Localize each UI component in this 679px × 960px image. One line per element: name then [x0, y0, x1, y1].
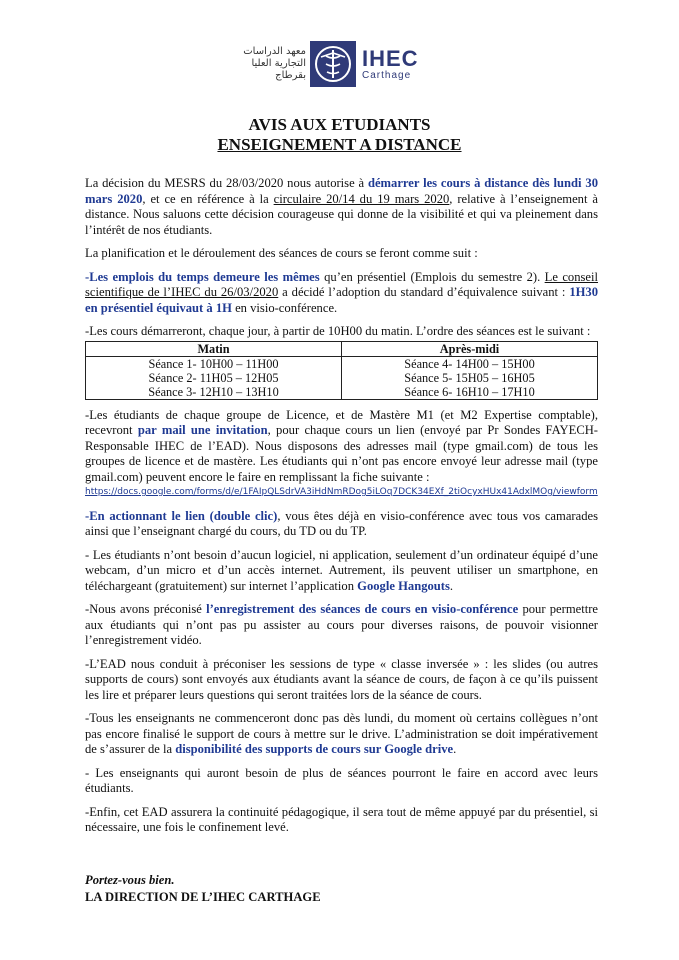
highlight-text: par mail une invitation — [137, 423, 268, 437]
text: -Tous les enseignants ne commenceront donc pas dès lundi, du moment où certains collègues n’ont pas encore finalisé le support de cours à mettre sur le drive. L’administration se doit impérativement de s’assurer de la — [85, 711, 598, 756]
highlight-text: -Les emplois du temps demeure les mêmes — [85, 269, 320, 284]
text: -Nous avons préconisé — [85, 602, 207, 616]
logo-wordmark — [362, 45, 419, 81]
logo-arabic-line: التجارية العليا — [251, 58, 306, 69]
underlined-text: Le conseil scientifique de l’IHEC du 26/03/2020 — [85, 269, 599, 299]
google-form-link[interactable]: https://docs.google.com/forms/d/e/1FAIpQLSdrVA3iHdNmRDog5iLOq7DCK34EXf_2tiOcyxHUx41AdxlMOg/viewform — [85, 487, 598, 497]
highlight-text: disponibilité des supports de cours sur Google drive — [175, 742, 454, 756]
session-slot: Séance 4- 14H00 – 15H00 — [404, 356, 535, 371]
morning-sessions — [86, 356, 342, 399]
title-line-1: AVIS AUX ETUDIANTS — [248, 115, 431, 134]
session-slot: Séance 2- 11H05 – 12H05 — [148, 370, 279, 385]
text: , relative à l’enseignement à distance. Nous saluons cette décision courageuse qui donne de la visibilité et qui va pleinement dans l’intérêt de nos étudiants. — [85, 191, 598, 237]
schedule-table — [85, 341, 598, 400]
logo-arabic-line: بقرطاج — [275, 70, 306, 81]
paragraph-extra-sessions: - Les enseignants qui auront besoin de plus de séances pourront le faire en accord avec leurs étudiants. — [85, 765, 598, 795]
highlight-text: Google Hangouts — [357, 578, 450, 593]
highlight-text: démarrer les cours à distance dès lundi 30 mars 2020 — [85, 176, 598, 206]
highlight-text: l’enregistrement des séances de cours en visio-conférence — [206, 602, 519, 616]
column-header-afternoon: Après-midi — [342, 341, 598, 356]
paragraph-start-time: -Les cours démarreront, chaque jour, à partir de 10H00 du matin. L’ordre des séances est le suivant : — [85, 324, 591, 338]
text: , vous êtes déjà en visio-conférence avec tous vos camarades ainsi que l’enseignant chargé du cours, du TD ou du TP. — [85, 508, 598, 538]
text: -Les étudiants de chaque groupe de Licence, et de Mastère M1 (et M2 Expertise comptable), recevront — [85, 407, 598, 437]
text: en visio-conférence. — [231, 300, 338, 315]
closing-signature — [85, 872, 598, 906]
session-slot: Séance 3- 12H10 – 13H10 — [148, 384, 279, 399]
column-header-morning: Matin — [86, 341, 342, 356]
paragraph-invitation — [85, 408, 598, 501]
paragraph-planning: La planification et le déroulement des séances de cours se feront comme suit : — [85, 246, 478, 260]
underlined-text: circulaire 20/14 du 19 mars 2020 — [273, 191, 450, 206]
text: . — [449, 578, 454, 593]
closing-greeting: Portez-vous bien. — [85, 873, 175, 887]
paragraph-decision — [85, 176, 598, 238]
text: La décision du MESRS du 28/03/2020 nous autorise à — [85, 176, 368, 190]
session-slot: Séance 6- 16H10 – 17H10 — [404, 384, 535, 399]
text: qu’en présentiel (Emplois du semestre 2). — [319, 269, 545, 284]
text: , pour chaque cours un lien (envoyé par Pr Sondes FAYECH-Responsable IHEC de l’EAD). Nous disposons des adresses mail (type gmail.com) de tous les groupes de licence et de mastère. Les étudiants qui n’ont pas encore envoyé leur adresse mail (type gmail.com) peuvent encore le faire en remplissant la fiche suivante : — [85, 423, 599, 484]
logo-arabic-text — [240, 46, 306, 82]
text: . — [453, 742, 457, 756]
paragraph-continuity: -Enfin, cet EAD assurera la continuité pédagogique, il sera tout de même appuyé par du présentiel, si nécessaire, une fois le confinement levé. — [85, 804, 598, 834]
title-line-2: ENSEIGNEMENT A DISTANCE — [217, 135, 462, 154]
paragraph-flipped-class: -L’EAD nous conduit à préconiser les sessions de type « classe inversée » : les slides (ou autres supports de cours) sont envoyés aux étudiants avant la séance de cours, de façon à ce qu’ils puissent les lire et préparer leurs questions qui seront traitées lors de la séance de cours. — [85, 656, 598, 702]
logo-name: IHEC — [362, 45, 419, 71]
paragraph-timetable — [85, 270, 598, 317]
text: - Les étudiants n’ont besoin d’aucun logiciel, ni application, seulement d’un ordinateur équipé d’une webcam, d’un micro et d’un accès internet. Autrement, ils peuvent utiliser un smartphone, en téléchargeant (gratuitement) sur internet l’application — [85, 547, 598, 593]
logo-subname: Carthage — [362, 69, 412, 81]
document-body — [85, 176, 598, 844]
paragraph-recording — [85, 602, 598, 649]
paragraph-teachers — [85, 711, 598, 758]
logo-arabic-line: معهد الدراسات — [243, 46, 306, 57]
paragraph-link-action — [85, 509, 598, 540]
ihec-logo — [240, 40, 460, 88]
paragraph-requirements — [85, 548, 598, 595]
document-title — [0, 115, 679, 155]
closing-signatory: LA DIRECTION DE L’IHEC CARTHAGE — [85, 890, 321, 904]
afternoon-sessions — [342, 356, 598, 399]
text: pour permettre aux étudiants qui n’ont pas pu assister au cours pour diverses raisons, de pouvoir visionner l’enregistrement vidéo. — [85, 602, 598, 647]
highlight-text: 1H30 en présentiel équivaut à 1H — [85, 285, 598, 315]
caduceus-emblem-icon — [310, 41, 356, 87]
highlight-text: -En actionnant le lien (double clic) — [85, 508, 278, 523]
session-slot: Séance 1- 10H00 – 11H00 — [148, 356, 279, 371]
text: a décidé l’adoption du standard d’équivalence suivant : — [278, 285, 570, 299]
text: , et ce en référence à la — [142, 191, 274, 206]
session-slot: Séance 5- 15H05 – 16H05 — [404, 370, 535, 385]
